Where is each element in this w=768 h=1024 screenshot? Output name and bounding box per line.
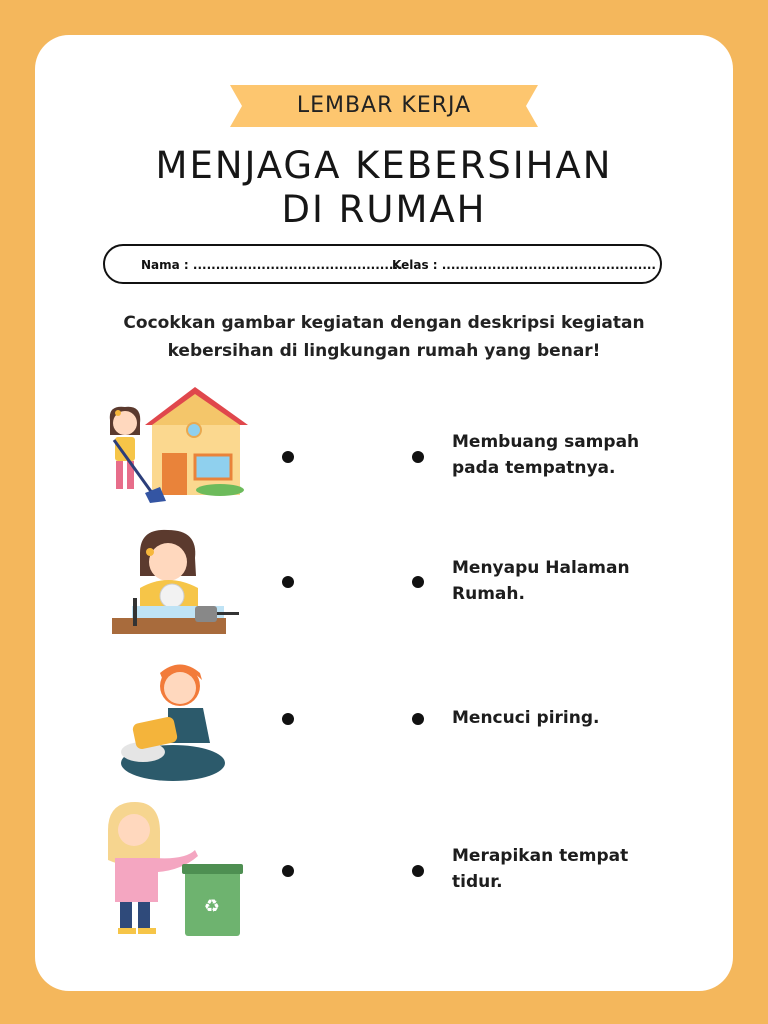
- title-line-2: DI RUMAH: [281, 188, 487, 231]
- description-4-line-2: tidur.: [452, 872, 503, 892]
- instruction-line-1: Cocokkan gambar kegiatan dengan deskripsi kegiatan: [123, 313, 645, 333]
- page-title: [84, 144, 684, 232]
- match-dot-left-2[interactable]: [282, 576, 294, 588]
- description-3: [452, 705, 672, 731]
- match-dot-left-1[interactable]: [282, 451, 294, 463]
- worksheet-label: LEMBAR KERJA: [296, 93, 472, 118]
- description-4: [452, 843, 672, 895]
- match-dot-right-2[interactable]: [412, 576, 424, 588]
- description-3-line-1: Mencuci piring.: [452, 708, 600, 728]
- class-field[interactable]: Kelas : ...............................................: [392, 258, 656, 272]
- description-4-line-1: Merapikan tempat: [452, 846, 629, 866]
- description-1-line-2: pada tempatnya.: [452, 458, 616, 478]
- match-dot-right-3[interactable]: [412, 713, 424, 725]
- match-dot-right-4[interactable]: [412, 865, 424, 877]
- match-dot-right-1[interactable]: [412, 451, 424, 463]
- description-2-line-1: Menyapu Halaman: [452, 558, 630, 578]
- title-line-1: MENJAGA KEBERSIHAN: [155, 144, 613, 187]
- description-1-line-1: Membuang sampah: [452, 432, 640, 452]
- girl-making-bed-illustration: [118, 658, 228, 783]
- description-2-line-2: Rumah.: [452, 584, 525, 604]
- description-2: [452, 555, 672, 607]
- name-field[interactable]: Nama : ..............................................: [141, 258, 403, 272]
- student-info-bar: [103, 244, 662, 284]
- instruction-text: [90, 309, 678, 365]
- match-dot-left-4[interactable]: [282, 865, 294, 877]
- description-1: [452, 429, 672, 481]
- girl-washing-dishes-illustration: [110, 528, 245, 638]
- girl-throwing-trash-illustration: [100, 800, 245, 940]
- instruction-line-2: kebersihan di lingkungan rumah yang benar!: [167, 341, 601, 361]
- girl-sweeping-house-illustration: [100, 385, 250, 507]
- svg-text:♻: ♻: [203, 896, 221, 917]
- match-dot-left-3[interactable]: [282, 713, 294, 725]
